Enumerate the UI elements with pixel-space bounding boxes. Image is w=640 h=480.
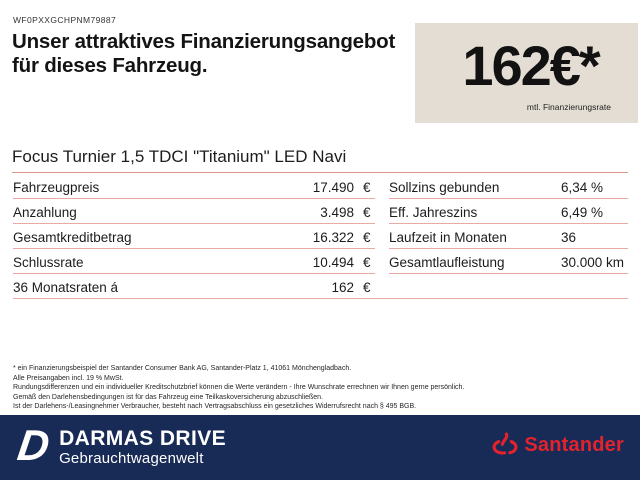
financing-table [13, 174, 628, 299]
row-label: Gesamtlaufleistung [389, 255, 505, 270]
table-row [13, 249, 628, 274]
dealer-logo [14, 422, 227, 470]
row-label: Eff. Jahreszins [389, 205, 478, 220]
legal-fine-print [13, 364, 629, 412]
row-unit: € [363, 205, 371, 220]
row-unit: € [363, 280, 371, 295]
santander-logo [492, 434, 624, 457]
column-gap [375, 274, 389, 298]
fine-print-line: Alle Preisangaben incl. 19 % MwSt. [13, 374, 124, 382]
table-cell-left [13, 199, 375, 224]
table-cell-right [389, 199, 628, 224]
row-value: 17.490 [312, 180, 354, 195]
fine-print-line: Gemäß den Darlehensbedingungen ist für das Fahrzeug eine Teilkaskoversicherung abzuschließen. [13, 393, 323, 401]
darmas-d-icon: D [14, 422, 53, 470]
row-value: 162 [331, 280, 354, 295]
dealer-name: DARMAS DRIVE [59, 427, 227, 450]
table-row [13, 274, 628, 299]
monthly-rate-caption: mtl. Finanzierungsrate [526, 102, 611, 112]
monthly-rate-amount: 162€* [462, 34, 599, 97]
column-gap [375, 174, 389, 199]
santander-wordmark: Santander [524, 433, 624, 456]
column-gap [375, 224, 389, 249]
row-value: 6,34 % [561, 180, 604, 195]
column-gap [375, 199, 389, 224]
page-title [12, 30, 395, 77]
row-label: Anzahlung [13, 205, 77, 220]
row-value: 16.322 [312, 230, 354, 245]
table-cell-left [13, 274, 375, 298]
row-unit: € [363, 230, 371, 245]
row-label: Schlussrate [13, 255, 84, 270]
row-value: 36 [561, 230, 577, 245]
row-label: Gesamtkreditbetrag [13, 230, 132, 245]
table-cell-right [389, 274, 628, 298]
monthly-rate-box [415, 23, 638, 123]
table-row [13, 174, 628, 199]
row-label: 36 Monatsraten á [13, 280, 119, 295]
row-value: 3.498 [320, 205, 354, 220]
table-cell-right [389, 249, 628, 274]
row-label: Laufzeit in Monaten [389, 230, 507, 245]
footer-bar [0, 415, 640, 480]
page-title-line1: Unser attraktives Finanzierungsangebot [12, 30, 396, 53]
row-value: 6,49 % [561, 205, 604, 220]
fine-print-line: Ist der Darlehens-/Leasingnehmer Verbraucher, besteht nach Vertragsabschluss ein gesetzliches Widerrufsrecht nach § 495 BGB. [13, 403, 417, 410]
fine-print-line: Rundungsdifferenzen und ein individueller Kreditschutzbrief können die Werte verändern - Ihre Wunschrate errechnen wir Ihnen gerne persönlich. [13, 384, 465, 391]
table-cell-right [389, 224, 628, 249]
row-label: Fahrzeugpreis [13, 180, 100, 195]
row-value: 10.494 [312, 255, 354, 270]
vin-number: WF0PXXGCHPNM79887 [13, 15, 117, 25]
row-value: 30.000 km [561, 255, 625, 270]
row-label: Sollzins gebunden [389, 180, 500, 195]
table-cell-left [13, 174, 375, 199]
column-gap [375, 249, 389, 274]
fine-print-line: * ein Finanzierungsbeispiel der Santander Consumer Bank AG, Santander-Platz 1, 41061 Mönchengladbach. [13, 365, 352, 372]
table-row [13, 199, 628, 224]
dealer-subtitle: Gebrauchtwagenwelt [59, 450, 204, 467]
vehicle-title: Focus Turnier 1,5 TDCI "Titanium" LED Navi [12, 147, 628, 173]
table-cell-left [13, 249, 375, 274]
row-unit: € [363, 255, 371, 270]
table-cell-left [13, 224, 375, 249]
santander-flame-icon [492, 432, 518, 456]
table-cell-right [389, 174, 628, 199]
row-unit: € [363, 180, 371, 195]
page-title-line2: für dieses Fahrzeug. [12, 53, 208, 77]
table-row [13, 224, 628, 249]
